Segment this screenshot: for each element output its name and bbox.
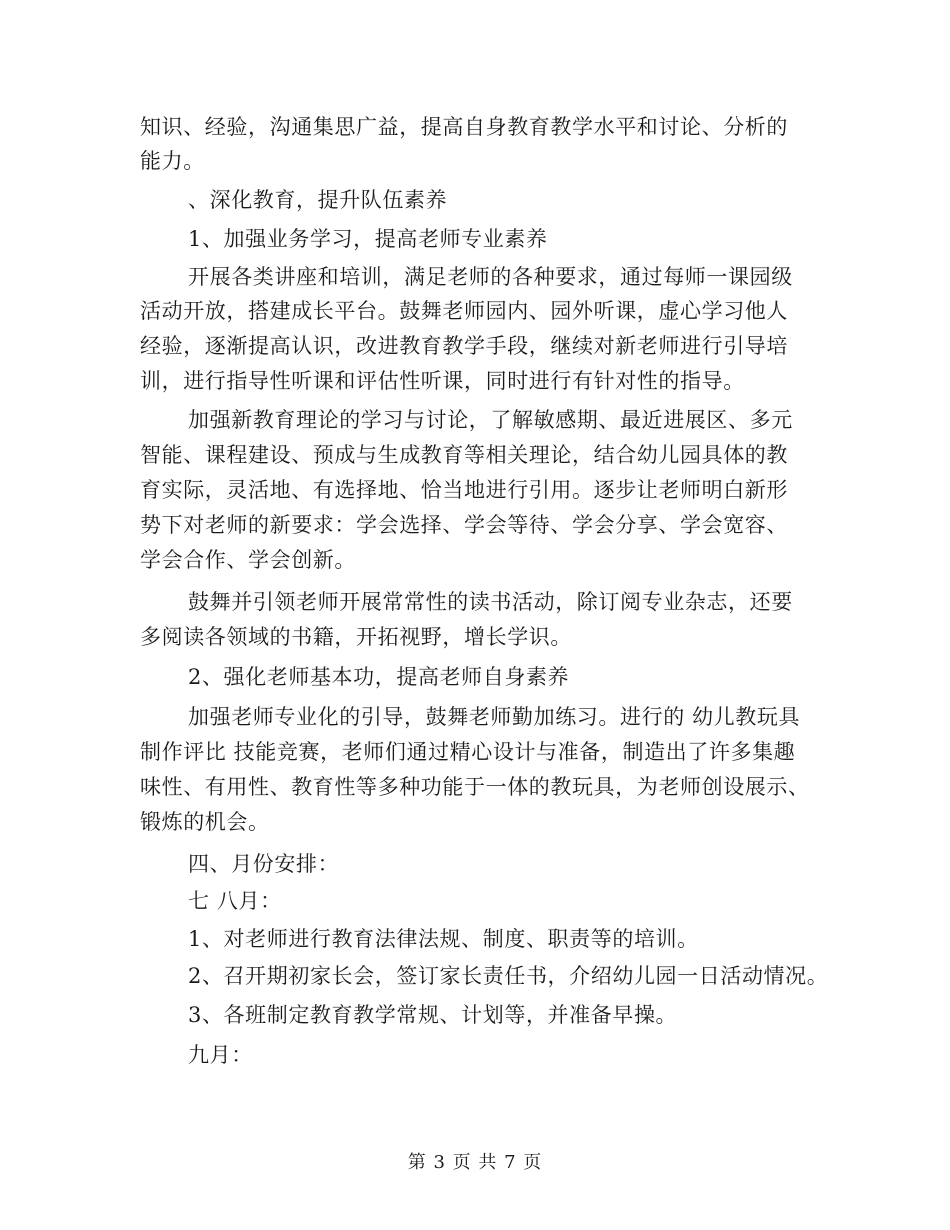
- section-heading: 四、月份安排：: [188, 852, 340, 876]
- text-line: 经验，逐渐提高认识，改进教育教学手段，继续对新老师进行引导培: [140, 334, 788, 358]
- text-line: 学会合作、学会创新。: [140, 548, 356, 572]
- text-line: 势下对老师的新要求：学会选择、学会等待、学会分享、学会宽容、: [140, 513, 788, 537]
- month-heading: 九月：: [188, 1043, 253, 1067]
- section-heading: 、深化教育，提升队伍素养: [188, 188, 448, 212]
- text-line: 加强新教育理论的学习与讨论，了解敏感期、最近进展区、多元: [188, 408, 793, 432]
- text-line: 锻炼的机会。: [140, 810, 270, 834]
- text-line: 味性、有用性、教育性等多种功能于一体的教玩具，为老师创设展示、: [140, 775, 810, 799]
- page-number-footer: 第 3 页 共 7 页: [407, 1152, 543, 1173]
- text-line: 智能、课程建设、预成与生成教育等相关理论，结合幼儿园具体的教: [140, 443, 788, 467]
- text-line: 训，进行指导性听课和评估性听课，同时进行有针对性的指导。: [140, 369, 745, 393]
- text-line: 活动开放，搭建成长平台。鼓舞老师园内、园外听课，虚心学习他人: [140, 299, 788, 323]
- text-line: 加强老师专业化的引导，鼓舞老师勤加练习。进行的 幼儿教玩具: [188, 705, 801, 729]
- subsection-heading: 1、加强业务学习，提高老师专业素养: [188, 227, 548, 251]
- text-line: 多阅读各领域的书籍，开拓视野，增长学识。: [140, 625, 572, 649]
- text-line: 育实际，灵活地、有选择地、恰当地进行引用。逐步让老师明白新形: [140, 478, 788, 502]
- text-line: 知识、经验，沟通集思广益，提高自身教育教学水平和讨论、分析的: [140, 115, 788, 139]
- list-item: 1、对老师进行教育法律法规、制度、职责等的培训。: [188, 927, 699, 951]
- list-item: 2、召开期初家长会，签订家长责任书，介绍幼儿园一日活动情况。: [188, 964, 829, 988]
- subsection-heading: 2、强化老师基本功，提高老师自身素养: [188, 665, 570, 689]
- text-line: 鼓舞并引领老师开展常常性的读书活动，除订阅专业杂志，还要: [188, 590, 793, 614]
- list-item: 3、各班制定教育教学常规、计划等，并准备早操。: [188, 1003, 678, 1027]
- text-line: 开展各类讲座和培训，满足老师的各种要求，通过每师一课园级: [188, 265, 793, 289]
- text-line: 能力。: [140, 149, 205, 173]
- month-heading: 七 八月：: [188, 889, 282, 913]
- text-line: 制作评比 技能竞赛，老师们通过精心设计与准备，制造出了许多集趣: [140, 740, 796, 764]
